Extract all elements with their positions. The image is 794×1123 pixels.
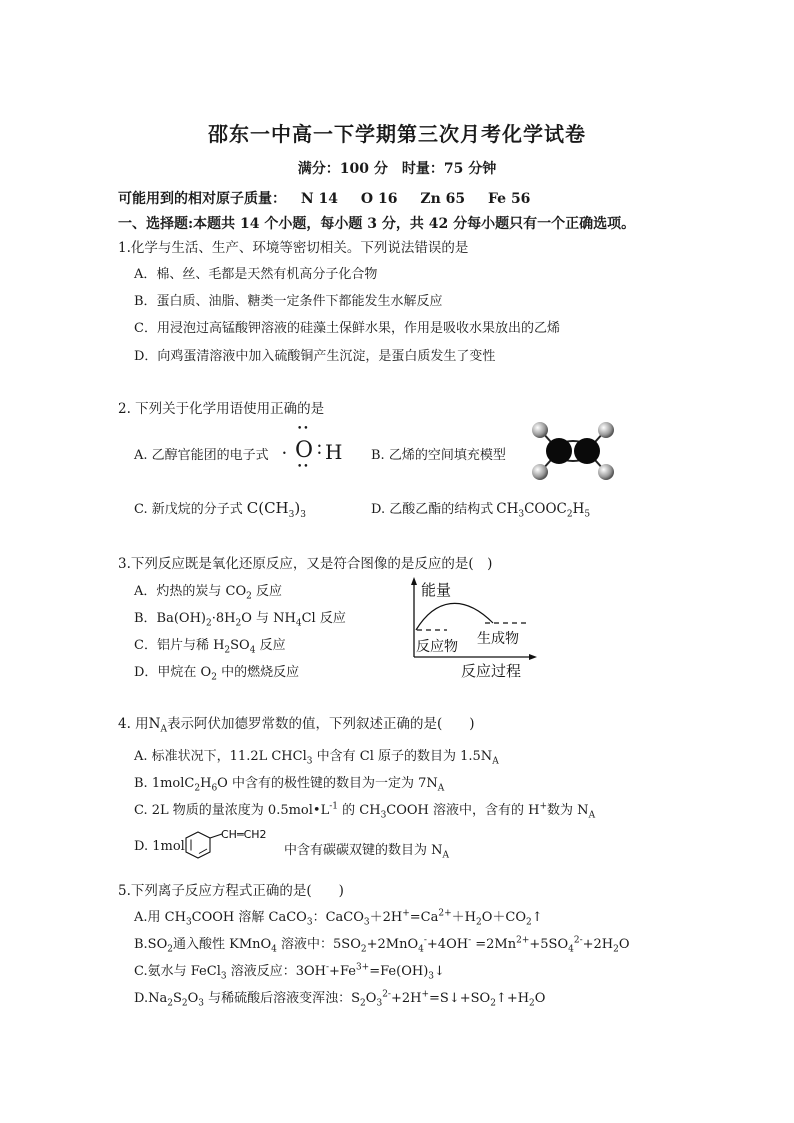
- energy-diagram: [405, 573, 555, 683]
- question-4-option-b: B. $1molC_2H_6O$ 中含有的极性键的数目为一定为 $7N_A$: [134, 776, 445, 794]
- question-3-option-d: D．甲烷在 $O_2$ 中的燃烧反应: [134, 665, 300, 683]
- question-5-stem: 5.下列离子反应方程式正确的是( ): [118, 883, 344, 899]
- question-5-option-d: $D.Na_2S_2O_3$ 与稀硫酸后溶液变浑浊：$S_2O_3^{2-}+2H^+=S↓+SO_2↑+H_2O$: [134, 989, 546, 1009]
- energy-curve: [416, 603, 493, 630]
- product-label: 生成物: [477, 631, 519, 647]
- question-3-option-a: A．灼热的炭与 $CO_2$ 反应: [134, 584, 283, 602]
- question-5-option-c: C.氨水与 FeCl$_3$ 溶液反应：$3OH^-+Fe^{3+}=Fe(OH)_3↓$: [134, 962, 445, 982]
- atomic-mass-o: O 16: [360, 191, 398, 207]
- question-4-option-d-suffix: 中含有碳碳双键的数目为 $N_A$: [284, 843, 450, 861]
- reactant-label: 反应物: [416, 639, 458, 655]
- ring-inner-bond-2: [199, 849, 207, 854]
- question-1-stem: 1.化学与生活、生产、环境等密切相关。下列说法错误的是: [118, 240, 469, 256]
- atomic-mass-zn: Zn 65: [420, 191, 466, 207]
- question-5-option-a: A.用 $CH_3COOH$ 溶解 CaCO$_3$：$CaCO_3+2H^+=Ca^{2+}+H_2O+CO_2↑$: [134, 908, 543, 928]
- question-3-stem: 3.下列反应既是氧化还原反应，又是符合图像的是反应的是( ): [118, 556, 493, 572]
- question-5-option-b: $B.SO_2$通入酸性 KMnO$_4$ 溶液中：$5SO_2+2MnO_4^-+4OH^- =2Mn^{2+}+5SO_4^{2-}+2H_2O$: [134, 935, 630, 955]
- x-axis-label: 反应过程: [461, 662, 522, 680]
- question-2-option-c: C. 新戊烷的分子式 $C(CH_3)_3$: [134, 499, 306, 520]
- electron-dots-right: • •: [317, 442, 322, 458]
- atomic-mass-fe: Fe 56: [487, 191, 531, 207]
- section-heading: 一、选择题:本题共 14 个小题，每小题 3 分，共 42 分每小题只有一个正确选项。: [118, 216, 636, 232]
- y-axis-label: 能量: [421, 581, 452, 599]
- atomic-mass-line: [118, 188, 530, 208]
- question-3-option-c: C．铝片与稀 $H_2SO_4$ 反应: [134, 638, 286, 656]
- ethylene-space-filling-model: [522, 420, 622, 482]
- oxygen-symbol: O: [295, 438, 314, 463]
- question-3-option-b: B．$Ba(OH)_2\cdot 8H_2O$ 与 $NH_4Cl$ 反应: [134, 611, 346, 629]
- question-4-stem: 4. 用$N_A$表示阿伏加德罗常数的值，下列叙述正确的是( ): [118, 716, 475, 735]
- exam-meta: 满分：100 分 时量：75 分钟: [297, 161, 497, 177]
- atomic-mass-n: N 14: [300, 191, 339, 207]
- electron-dot-formula: [282, 424, 352, 472]
- y-axis-arrow: [411, 577, 417, 585]
- question-2-option-b: B. 乙烯的空间填充模型: [371, 448, 506, 463]
- question-2-option-d: D. 乙酸乙酯的结构式 $CH_3COOC_2H_5$: [371, 501, 591, 520]
- question-4-option-c: C. 2L 物质的量浓度为 $0.5mol•L^{-1}$ 的 $CH_3COOH$ 溶液中，含有的 H+数为 $N_A$: [134, 801, 596, 821]
- styrene-structure: [184, 826, 282, 862]
- question-1-option-b: B．蛋白质、油脂、糖类一定条件下都能发生水解反应: [134, 294, 443, 309]
- question-1-option-a: A．棉、丝、毛都是天然有机高分子化合物: [134, 267, 378, 282]
- atomic-mass-label: 可能用到的相对原子质量：: [118, 191, 286, 207]
- question-4-option-a: A. 标准状况下，11.2L CHCl$_3$ 中含有 Cl 原子的数目为 $1.5N_A$: [134, 749, 499, 767]
- vinyl-group-label: CH═CH2: [221, 828, 267, 841]
- benzene-ring: [186, 832, 210, 858]
- question-2-stem: 2. 下列关于化学用语使用正确的是: [118, 401, 325, 417]
- page-title: 邵东一中高一下学期第三次月考化学试卷: [208, 122, 586, 146]
- hydrogen-symbol: H: [325, 440, 343, 464]
- electron-dots-top: ••: [297, 424, 310, 434]
- question-2-option-a: A. 乙醇官能团的电子式: [134, 448, 269, 463]
- electron-dot-left: •: [282, 449, 287, 458]
- question-4-option-d-prefix: D. 1mol: [134, 839, 185, 854]
- question-1-option-c: C．用浸泡过高锰酸钾溶液的硅藻土保鲜水果，作用是吸收水果放出的乙烯: [134, 321, 560, 336]
- electron-dots-bottom: ••: [297, 462, 310, 472]
- question-1-option-d: D．向鸡蛋清溶液中加入硫酸铜产生沉淀，是蛋白质发生了变性: [134, 349, 496, 364]
- x-axis-arrow: [529, 654, 537, 660]
